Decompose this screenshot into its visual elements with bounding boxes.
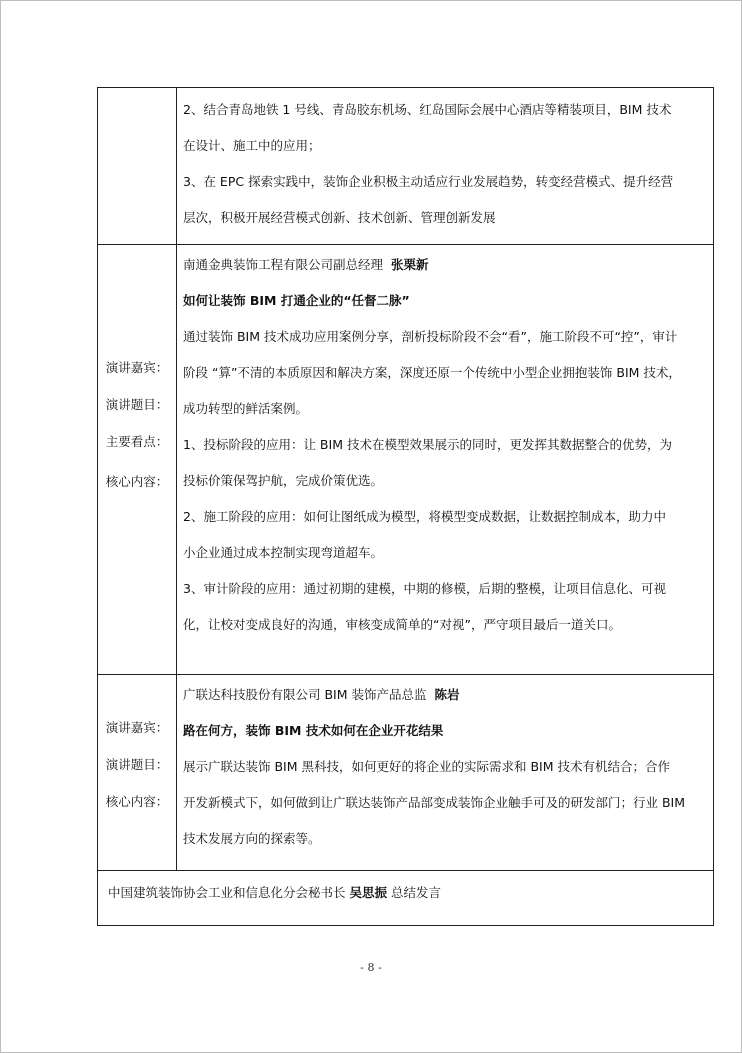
content-cell	[177, 88, 714, 245]
agenda-row	[98, 88, 714, 245]
content-line: 投标价策保驾护航，完成价策优选。	[183, 473, 384, 488]
highlights-label: 主要看点：	[105, 434, 169, 449]
closing-speaker-name: 吴思振	[349, 885, 388, 900]
page-number: - 8 -	[360, 961, 382, 974]
core-content-label: 核心内容：	[105, 474, 169, 489]
content-line: 开发新模式下，如何做到让广联达装饰产品部变成装饰企业触手可及的研发部门；行业 BIM	[183, 795, 686, 810]
speaker-org: 广联达科技股份有限公司 BIM 装饰产品总监	[183, 687, 427, 702]
content-line: 小企业通过成本控制实现弯道超车。	[183, 545, 384, 560]
content-cell	[177, 675, 714, 871]
agenda-row	[98, 675, 714, 871]
content-line: 成功转型的鲜活案例。	[183, 401, 309, 416]
content-line: 1、投标阶段的应用：让 BIM 技术在模型效果展示的同时，更发挥其数据整合的优势，为	[183, 437, 672, 452]
closing-cell	[98, 871, 714, 926]
speaker-line	[183, 677, 707, 713]
content-line: 2、施工阶段的应用：如何让图纸成为模型，将模型变成数据，让数据控制成本，助力中	[183, 509, 666, 524]
label-cell	[98, 675, 177, 871]
content-line: 阶段 “算”不清的本质原因和解决方案，深度还原一个传统中小型企业拥抱装饰 BIM 技术，	[183, 365, 681, 380]
speaker-name: 陈岩	[434, 687, 460, 702]
content-line: 2、结合青岛地铁 1 号线、青岛胶东机场、红岛国际会展中心酒店等精装项目，BIM 技术	[183, 102, 672, 117]
content-line: 3、审计阶段的应用：通过初期的建模，中期的修模，后期的整模，让项目信息化、可视	[183, 581, 666, 596]
topic-label: 演讲题目：	[105, 757, 169, 772]
agenda-table	[97, 87, 714, 926]
speaker-org: 南通金典装饰工程有限公司副总经理	[183, 257, 384, 272]
label-cell	[98, 88, 177, 245]
speaker-label: 演讲嘉宾：	[105, 720, 169, 735]
content-line: 通过装饰 BIM 技术成功应用案例分享，剖析投标阶段不会“看”，施工阶段不可“控”，审计	[183, 329, 678, 344]
core-content-label: 核心内容：	[105, 794, 169, 809]
content-line: 技术发展方向的探索等。	[183, 831, 321, 846]
closing-prefix: 中国建筑装饰协会工业和信息化分会秘书长	[108, 885, 346, 900]
closing-row	[98, 871, 714, 926]
agenda-row	[98, 245, 714, 675]
content-line: 层次，积极开展经营模式创新、技术创新、管理创新发展	[183, 210, 496, 225]
speaker-name: 张栗新	[391, 257, 429, 272]
content-line: 化，让校对变成良好的沟通，审核变成简单的“对视”，严守项目最后一道关口。	[183, 617, 621, 632]
closing-suffix: 总结发言	[391, 885, 442, 900]
label-cell	[98, 245, 177, 675]
content-line: 展示广联达装饰 BIM 黑科技，如何更好的将企业的实际需求和 BIM 技术有机结合；合作	[183, 759, 670, 774]
content-line: 3、在 EPC 探索实践中，装饰企业积极主动适应行业发展趋势，转变经营模式、提升经营	[183, 174, 674, 189]
speaker-line	[183, 247, 707, 283]
content-cell	[177, 245, 714, 675]
content-line: 在设计、施工中的应用；	[183, 138, 321, 153]
topic-label: 演讲题目：	[105, 397, 169, 412]
talk-title: 路在何方，装饰 BIM 技术如何在企业开花结果	[183, 723, 444, 738]
talk-title: 如何让装饰 BIM 打通企业的“任督二脉”	[183, 293, 410, 308]
speaker-label: 演讲嘉宾：	[105, 360, 169, 375]
